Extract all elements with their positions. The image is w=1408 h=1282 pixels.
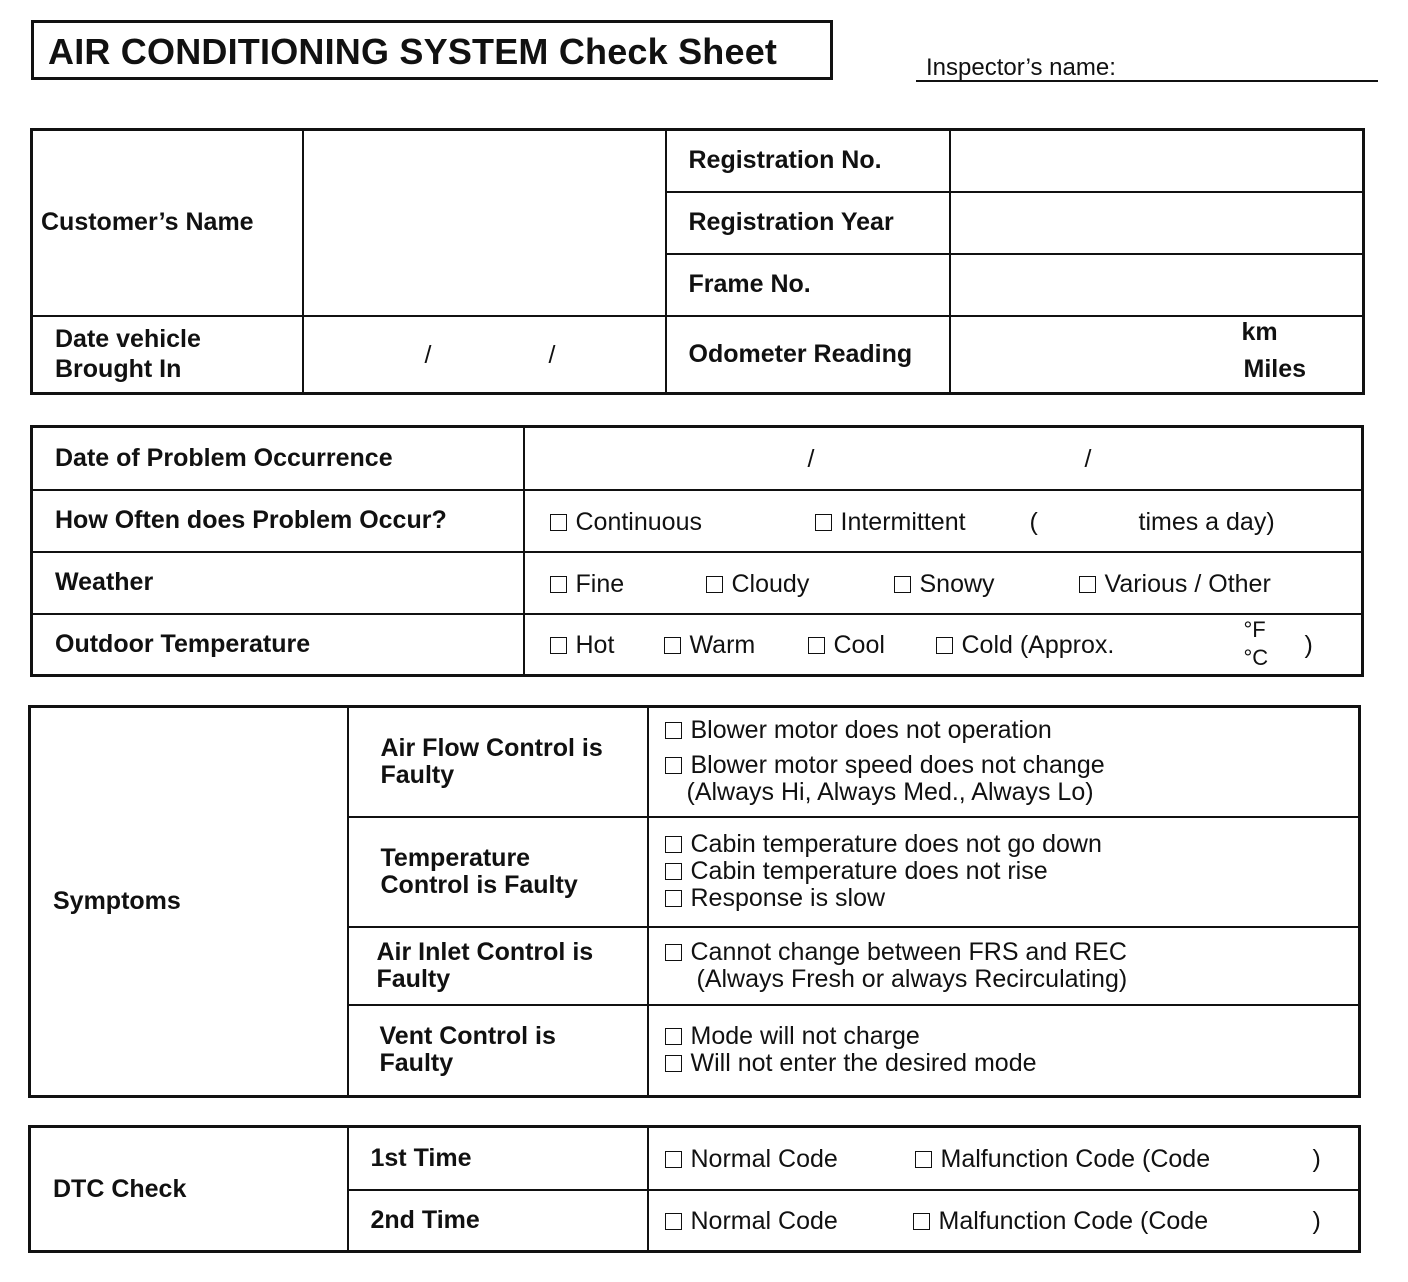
temp-control-options — [648, 817, 1360, 927]
odometer-unit-km: km — [1241, 318, 1278, 347]
air-inlet-label: Air Inlet Control is Faulty — [348, 927, 648, 1005]
date-separator: / — [807, 444, 815, 473]
odometer-label: Odometer Reading — [666, 316, 950, 394]
registration-no-label: Registration No. — [666, 130, 950, 192]
option-fine[interactable]: Fine — [550, 570, 625, 599]
checkbox[interactable] — [665, 1151, 682, 1168]
option-cannot-change-frs-rec[interactable]: Cannot change between FRS and REC — [665, 939, 1359, 966]
option-malfunction-code-1[interactable]: Malfunction Code (Code — [915, 1145, 1211, 1174]
symptoms-table — [28, 705, 1361, 1098]
customer-name-label: Customer’s Name — [32, 130, 303, 316]
registration-year-label: Registration Year — [666, 192, 950, 254]
dtc-first-time-label: 1st Time — [348, 1127, 648, 1190]
option-continuous[interactable]: Continuous — [550, 508, 702, 537]
option-warm[interactable]: Warm — [664, 631, 756, 660]
option-intermittent[interactable]: Intermittent — [815, 508, 966, 537]
dtc-second-time-label: 2nd Time — [348, 1190, 648, 1252]
customer-name-field[interactable] — [303, 130, 666, 316]
date-separator: / — [548, 341, 556, 370]
date-brought-in-label-line1: Date vehicle — [55, 325, 201, 354]
checkbox[interactable] — [665, 1213, 682, 1230]
option-normal-code-2[interactable]: Normal Code — [665, 1207, 838, 1236]
problem-table — [30, 425, 1364, 677]
title-box — [31, 20, 833, 80]
unit-celsius: °C — [1243, 645, 1269, 671]
open-paren: ( — [1029, 507, 1038, 536]
checkbox[interactable] — [665, 944, 682, 961]
air-flow-options — [648, 707, 1360, 817]
frame-no-label: Frame No. — [666, 254, 950, 316]
option-temp-not-rise[interactable]: Cabin temperature does not rise — [665, 858, 1359, 885]
checkbox[interactable] — [915, 1151, 932, 1168]
checkbox[interactable] — [913, 1213, 930, 1230]
checkbox[interactable] — [550, 637, 567, 654]
option-blower-speed[interactable]: Blower motor speed does not change — [665, 752, 1359, 779]
checkbox[interactable] — [665, 836, 682, 853]
checkbox[interactable] — [936, 637, 953, 654]
option-cloudy[interactable]: Cloudy — [706, 570, 810, 599]
option-not-desired-mode[interactable]: Will not enter the desired mode — [665, 1050, 1359, 1077]
option-snowy[interactable]: Snowy — [894, 570, 995, 599]
option-cold[interactable]: Cold (Approx. — [936, 631, 1115, 660]
date-brought-in-label — [32, 316, 303, 394]
times-a-day-label: times a day) — [1138, 507, 1275, 536]
registration-year-field[interactable] — [950, 192, 1364, 254]
odometer-unit-miles: Miles — [1243, 355, 1307, 384]
option-cool[interactable]: Cool — [808, 631, 885, 660]
option-response-slow[interactable]: Response is slow — [665, 885, 1359, 912]
vent-control-label: Vent Control is Faulty — [348, 1005, 648, 1097]
problem-date-field[interactable] — [524, 427, 1363, 490]
checkbox[interactable] — [550, 514, 567, 531]
checkbox[interactable] — [815, 514, 832, 531]
temp-control-label: Temperature Control is Faulty — [348, 817, 648, 927]
option-temp-not-down[interactable]: Cabin temperature does not go down — [665, 831, 1359, 858]
date-separator: / — [424, 341, 432, 370]
option-mode-not-change[interactable]: Mode will not charge — [665, 1023, 1359, 1050]
inspector-name-label: Inspector’s name: — [926, 54, 1116, 81]
symptoms-label: Symptoms — [30, 707, 348, 1097]
close-paren: ) — [1304, 631, 1313, 660]
checkbox[interactable] — [1079, 576, 1096, 593]
dtc-check-label: DTC Check — [30, 1127, 348, 1252]
odometer-field[interactable] — [950, 316, 1364, 394]
vent-control-options — [648, 1005, 1360, 1097]
checkbox[interactable] — [665, 1028, 682, 1045]
date-brought-in-label-line2: Brought In — [55, 355, 182, 384]
checkbox[interactable] — [665, 1055, 682, 1072]
air-inlet-options — [648, 927, 1360, 1005]
outdoor-temp-label: Outdoor Temperature — [32, 614, 524, 676]
unit-fahrenheit: °F — [1243, 617, 1266, 643]
frame-no-field[interactable] — [950, 254, 1364, 316]
registration-no-field[interactable] — [950, 130, 1364, 192]
close-paren: ) — [1312, 1207, 1321, 1236]
sheet-title: AIR CONDITIONING SYSTEM Check Sheet — [48, 31, 778, 72]
frs-rec-note: (Always Fresh or always Recirculating) — [696, 964, 1128, 993]
checkbox[interactable] — [550, 576, 567, 593]
checkbox[interactable] — [706, 576, 723, 593]
checkbox[interactable] — [665, 890, 682, 907]
dtc-table — [28, 1125, 1361, 1253]
option-malfunction-code-2[interactable]: Malfunction Code (Code — [913, 1207, 1209, 1236]
checkbox[interactable] — [665, 722, 682, 739]
option-normal-code-1[interactable]: Normal Code — [665, 1145, 838, 1174]
air-flow-label: Air Flow Control is Faulty — [348, 707, 648, 817]
checkbox[interactable] — [664, 637, 681, 654]
blower-speed-note: (Always Hi, Always Med., Always Lo) — [686, 778, 1094, 807]
problem-date-label: Date of Problem Occurrence — [32, 427, 524, 490]
vehicle-info-table — [30, 128, 1365, 395]
date-brought-in-field[interactable] — [303, 316, 666, 394]
weather-label: Weather — [32, 552, 524, 614]
option-blower-no-operation[interactable]: Blower motor does not operation — [665, 717, 1359, 744]
checkbox[interactable] — [894, 576, 911, 593]
checkbox[interactable] — [665, 863, 682, 880]
frequency-label: How Often does Problem Occur? — [32, 490, 524, 552]
date-separator: / — [1084, 444, 1092, 473]
checkbox[interactable] — [808, 637, 825, 654]
option-hot[interactable]: Hot — [550, 631, 615, 660]
close-paren: ) — [1312, 1144, 1321, 1173]
checkbox[interactable] — [665, 757, 682, 774]
inspector-name-field[interactable] — [916, 54, 1378, 82]
option-various-other[interactable]: Various / Other — [1079, 570, 1271, 599]
